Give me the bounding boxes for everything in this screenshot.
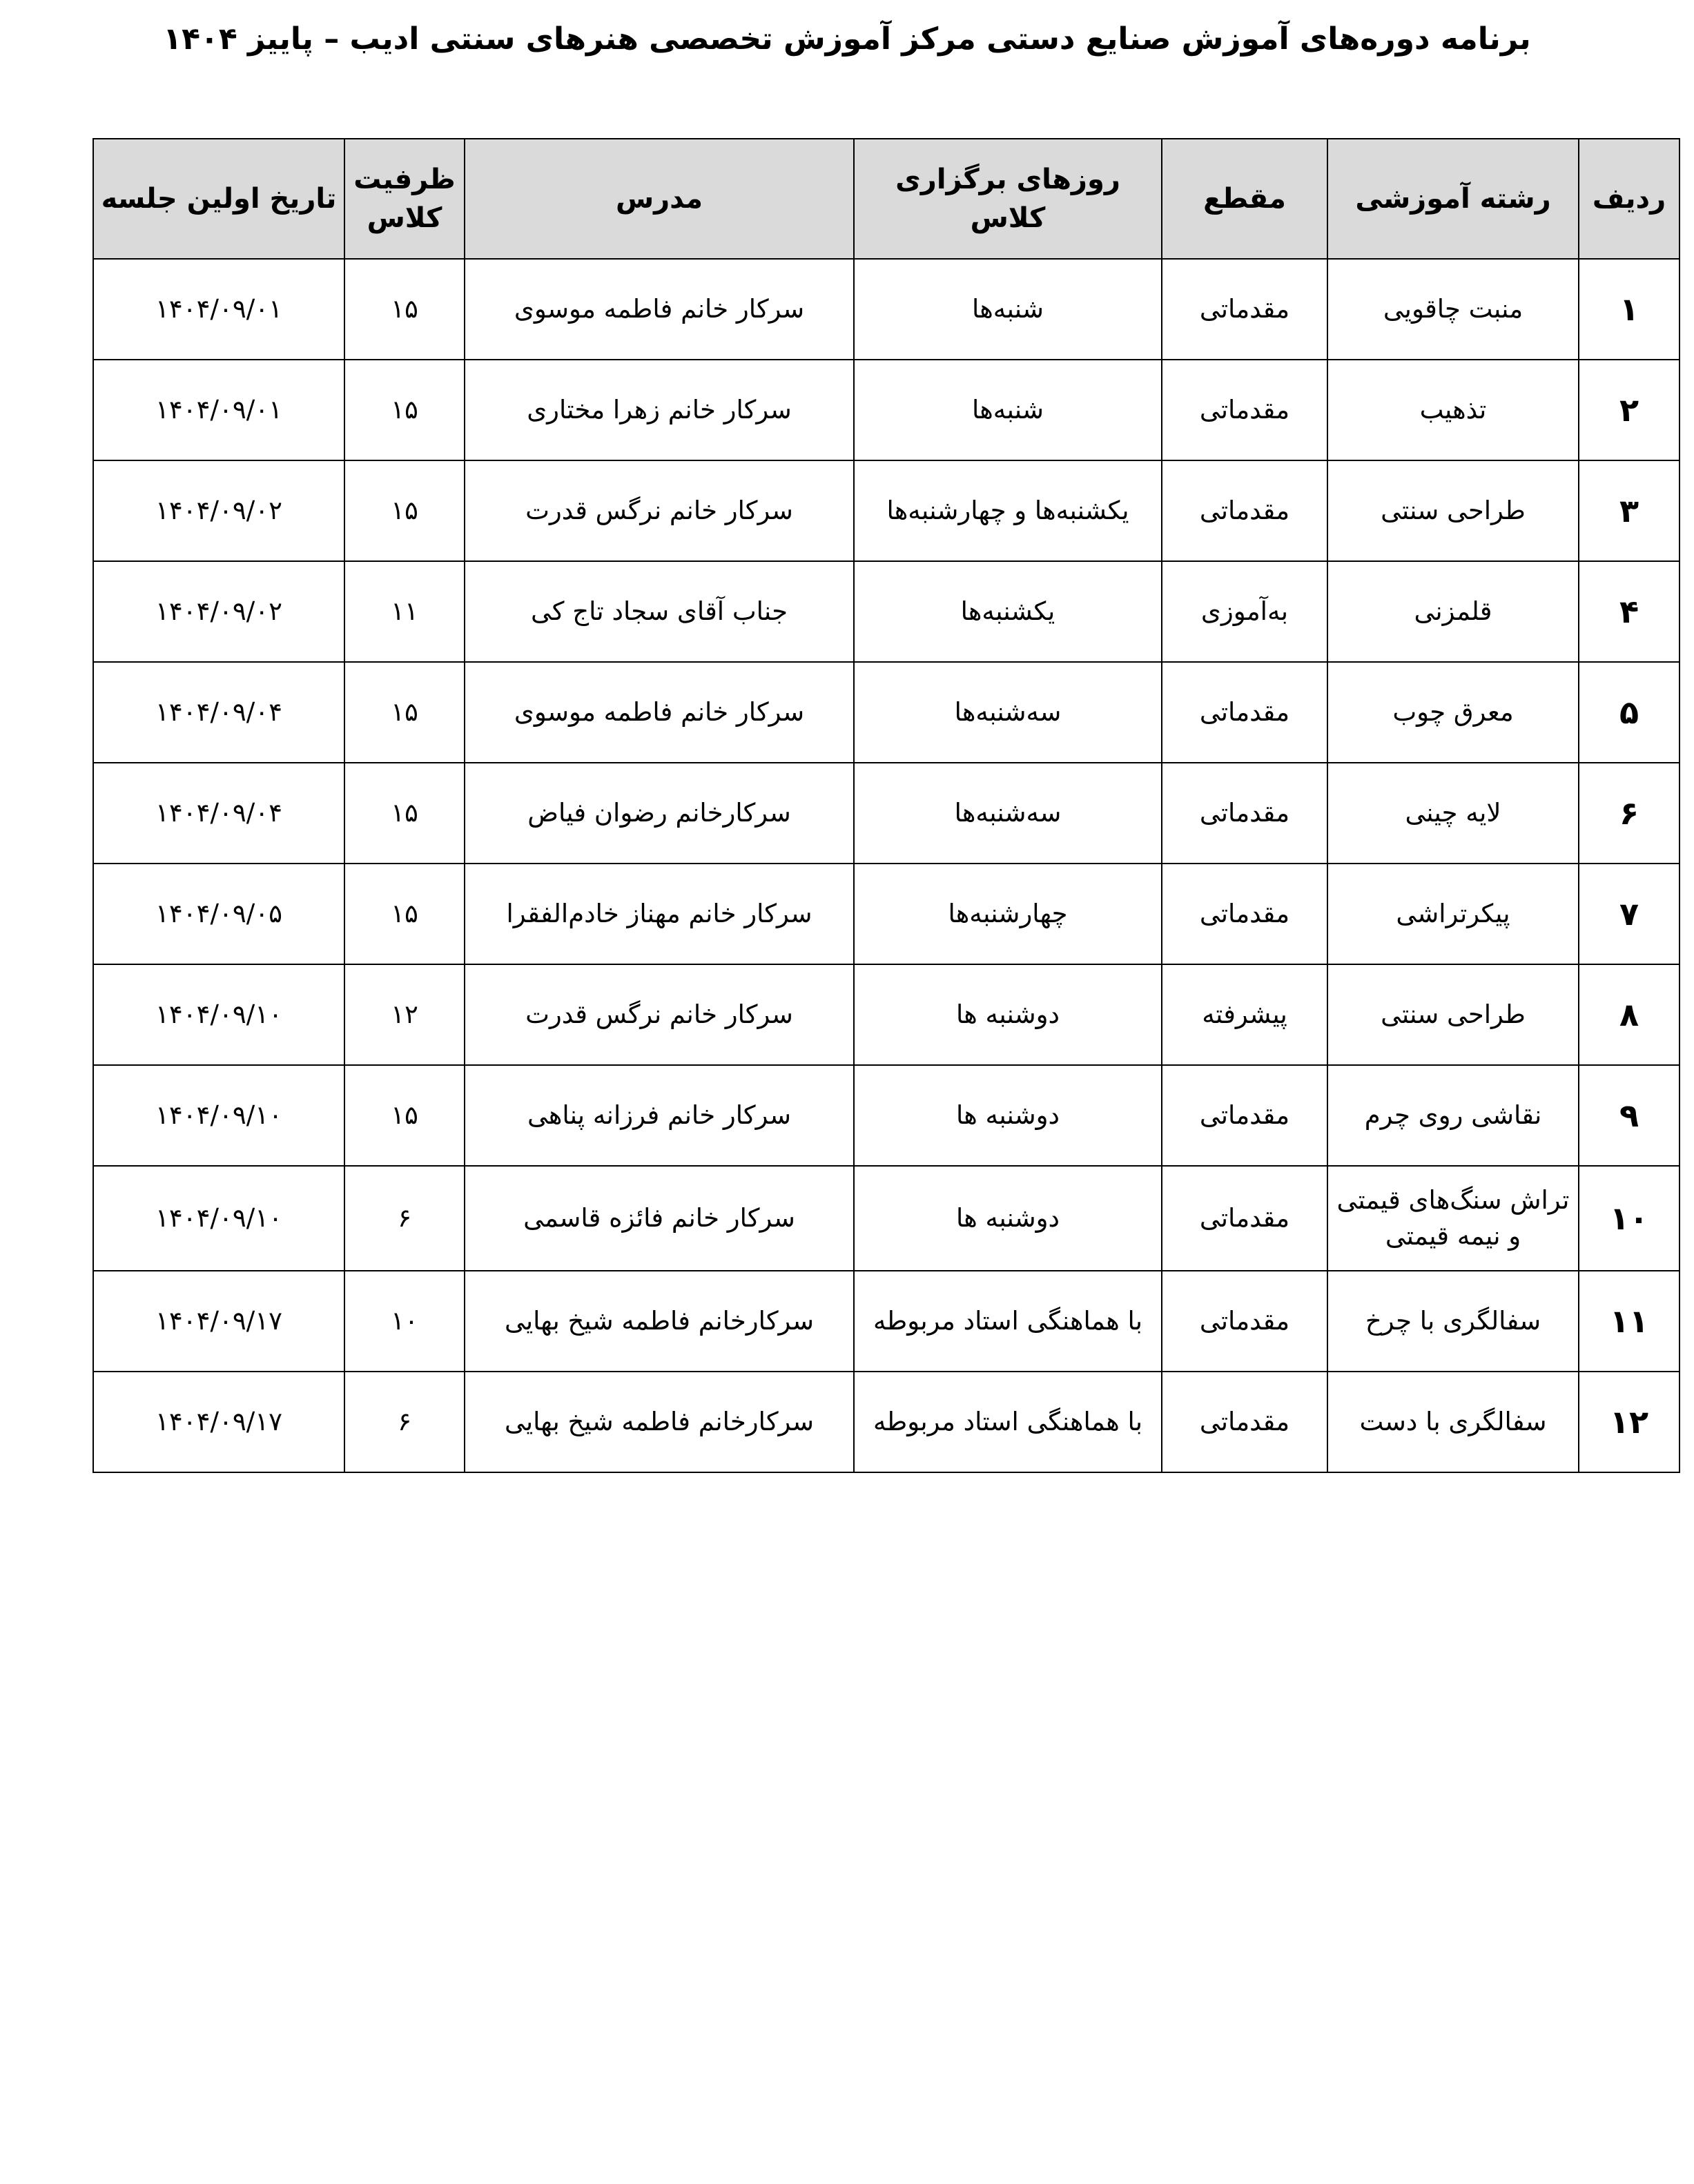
page-title: برنامه دوره‌های آموزش صنایع دستی مرکز آموزش تخصصی هنرهای سنتی ادیب – پاییز ۱۴۰۴ [163, 21, 1531, 57]
cell-row-number: ۳ [1579, 460, 1680, 561]
cell-capacity: ۱۵ [344, 259, 465, 360]
course-schedule-table [93, 138, 1680, 1473]
cell-capacity: ۱۵ [344, 1065, 465, 1166]
cell-first-session: ۱۴۰۴/۰۹/۱۷ [93, 1372, 344, 1472]
table-header-row [93, 139, 1680, 259]
cell-field: سفالگری با دست [1327, 1372, 1579, 1472]
cell-days: شنبه‌ها [854, 360, 1162, 460]
table-row [93, 1271, 1680, 1372]
table-row [93, 964, 1680, 1065]
cell-instructor: سرکارخانم رضوان فیاض [465, 763, 854, 864]
cell-capacity: ۱۵ [344, 662, 465, 763]
cell-field: تذهیب [1327, 360, 1579, 460]
cell-row-number: ۱۲ [1579, 1372, 1680, 1472]
cell-level: مقدماتی [1162, 1271, 1327, 1372]
cell-first-session: ۱۴۰۴/۰۹/۰۲ [93, 561, 344, 662]
cell-level: مقدماتی [1162, 259, 1327, 360]
cell-days: دوشنبه ها [854, 1166, 1162, 1271]
cell-field: منبت چاقویی [1327, 259, 1579, 360]
table-row [93, 1166, 1680, 1271]
cell-level: مقدماتی [1162, 460, 1327, 561]
cell-days: یکشنبه‌ها و چهارشنبه‌ها [854, 460, 1162, 561]
cell-field: طراحی سنتی [1327, 460, 1579, 561]
cell-first-session: ۱۴۰۴/۰۹/۰۱ [93, 259, 344, 360]
cell-row-number: ۱۱ [1579, 1271, 1680, 1372]
cell-capacity: ۶ [344, 1372, 465, 1472]
cell-instructor: سرکار خانم زهرا مختاری [465, 360, 854, 460]
cell-row-number: ۷ [1579, 864, 1680, 964]
cell-row-number: ۴ [1579, 561, 1680, 662]
cell-days: سه‌شنبه‌ها [854, 662, 1162, 763]
cell-days: یکشنبه‌ها [854, 561, 1162, 662]
cell-level: مقدماتی [1162, 763, 1327, 864]
header-capacity: ظرفیت کلاس [344, 139, 465, 259]
table-body [93, 259, 1680, 1472]
cell-days: چهارشنبه‌ها [854, 864, 1162, 964]
cell-days: سه‌شنبه‌ها [854, 763, 1162, 864]
header-instructor: مدرس [465, 139, 854, 259]
header-days: روزهای برگزاری کلاس [854, 139, 1162, 259]
cell-days: دوشنبه ها [854, 1065, 1162, 1166]
cell-capacity: ۱۵ [344, 460, 465, 561]
cell-field: سفالگری با چرخ [1327, 1271, 1579, 1372]
cell-first-session: ۱۴۰۴/۰۹/۱۰ [93, 1166, 344, 1271]
cell-field: معرق چوب [1327, 662, 1579, 763]
cell-first-session: ۱۴۰۴/۰۹/۱۰ [93, 964, 344, 1065]
table-row [93, 460, 1680, 561]
cell-first-session: ۱۴۰۴/۰۹/۱۷ [93, 1271, 344, 1372]
cell-capacity: ۱۵ [344, 360, 465, 460]
cell-instructor: سرکار خانم نرگس قدرت [465, 460, 854, 561]
cell-level: مقدماتی [1162, 662, 1327, 763]
cell-row-number: ۱ [1579, 259, 1680, 360]
cell-level: به‌آموزی [1162, 561, 1327, 662]
cell-days: با هماهنگی استاد مربوطه [854, 1372, 1162, 1472]
cell-instructor: سرکار خانم فاطمه موسوی [465, 662, 854, 763]
table-row [93, 259, 1680, 360]
cell-row-number: ۲ [1579, 360, 1680, 460]
table-row [93, 1065, 1680, 1166]
cell-first-session: ۱۴۰۴/۰۹/۱۰ [93, 1065, 344, 1166]
cell-days: با هماهنگی استاد مربوطه [854, 1271, 1162, 1372]
cell-instructor: سرکار خانم نرگس قدرت [465, 964, 854, 1065]
table-row [93, 360, 1680, 460]
header-field: رشته آموزشی [1327, 139, 1579, 259]
cell-row-number: ۱۰ [1579, 1166, 1680, 1271]
cell-first-session: ۱۴۰۴/۰۹/۰۵ [93, 864, 344, 964]
table-row [93, 561, 1680, 662]
cell-row-number: ۹ [1579, 1065, 1680, 1166]
cell-days: شنبه‌ها [854, 259, 1162, 360]
cell-instructor: سرکار خانم فائزه قاسمی [465, 1166, 854, 1271]
cell-instructor: سرکار خانم فاطمه موسوی [465, 259, 854, 360]
header-row-number: ردیف [1579, 139, 1680, 259]
header-level: مقطع [1162, 139, 1327, 259]
cell-capacity: ۶ [344, 1166, 465, 1271]
cell-level: مقدماتی [1162, 360, 1327, 460]
cell-field: تراش سنگ‌های قیمتی و نیمه قیمتی [1327, 1166, 1579, 1271]
cell-row-number: ۶ [1579, 763, 1680, 864]
cell-capacity: ۱۱ [344, 561, 465, 662]
cell-first-session: ۱۴۰۴/۰۹/۰۴ [93, 662, 344, 763]
table-row [93, 1372, 1680, 1472]
cell-first-session: ۱۴۰۴/۰۹/۰۲ [93, 460, 344, 561]
table-row [93, 763, 1680, 864]
cell-instructor: جناب آقای سجاد تاج کی [465, 561, 854, 662]
cell-capacity: ۱۰ [344, 1271, 465, 1372]
cell-level: مقدماتی [1162, 1166, 1327, 1271]
cell-capacity: ۱۵ [344, 763, 465, 864]
cell-capacity: ۱۲ [344, 964, 465, 1065]
cell-instructor: سرکار خانم مهناز خادم‌الفقرا [465, 864, 854, 964]
cell-level: مقدماتی [1162, 1065, 1327, 1166]
cell-first-session: ۱۴۰۴/۰۹/۰۴ [93, 763, 344, 864]
cell-level: پیشرفته [1162, 964, 1327, 1065]
cell-level: مقدماتی [1162, 864, 1327, 964]
cell-field: لایه چینی [1327, 763, 1579, 864]
cell-row-number: ۸ [1579, 964, 1680, 1065]
cell-capacity: ۱۵ [344, 864, 465, 964]
cell-row-number: ۵ [1579, 662, 1680, 763]
cell-instructor: سرکارخانم فاطمه شیخ بهایی [465, 1271, 854, 1372]
cell-field: نقاشی روی چرم [1327, 1065, 1579, 1166]
cell-field: قلمزنی [1327, 561, 1579, 662]
cell-instructor: سرکار خانم فرزانه پناهی [465, 1065, 854, 1166]
cell-level: مقدماتی [1162, 1372, 1327, 1472]
header-first-session: تاریخ اولین جلسه [93, 139, 344, 259]
cell-instructor: سرکارخانم فاطمه شیخ بهایی [465, 1372, 854, 1472]
table-row [93, 864, 1680, 964]
cell-field: پیکرتراشی [1327, 864, 1579, 964]
cell-field: طراحی سنتی [1327, 964, 1579, 1065]
cell-first-session: ۱۴۰۴/۰۹/۰۱ [93, 360, 344, 460]
cell-days: دوشنبه ها [854, 964, 1162, 1065]
table-row [93, 662, 1680, 763]
